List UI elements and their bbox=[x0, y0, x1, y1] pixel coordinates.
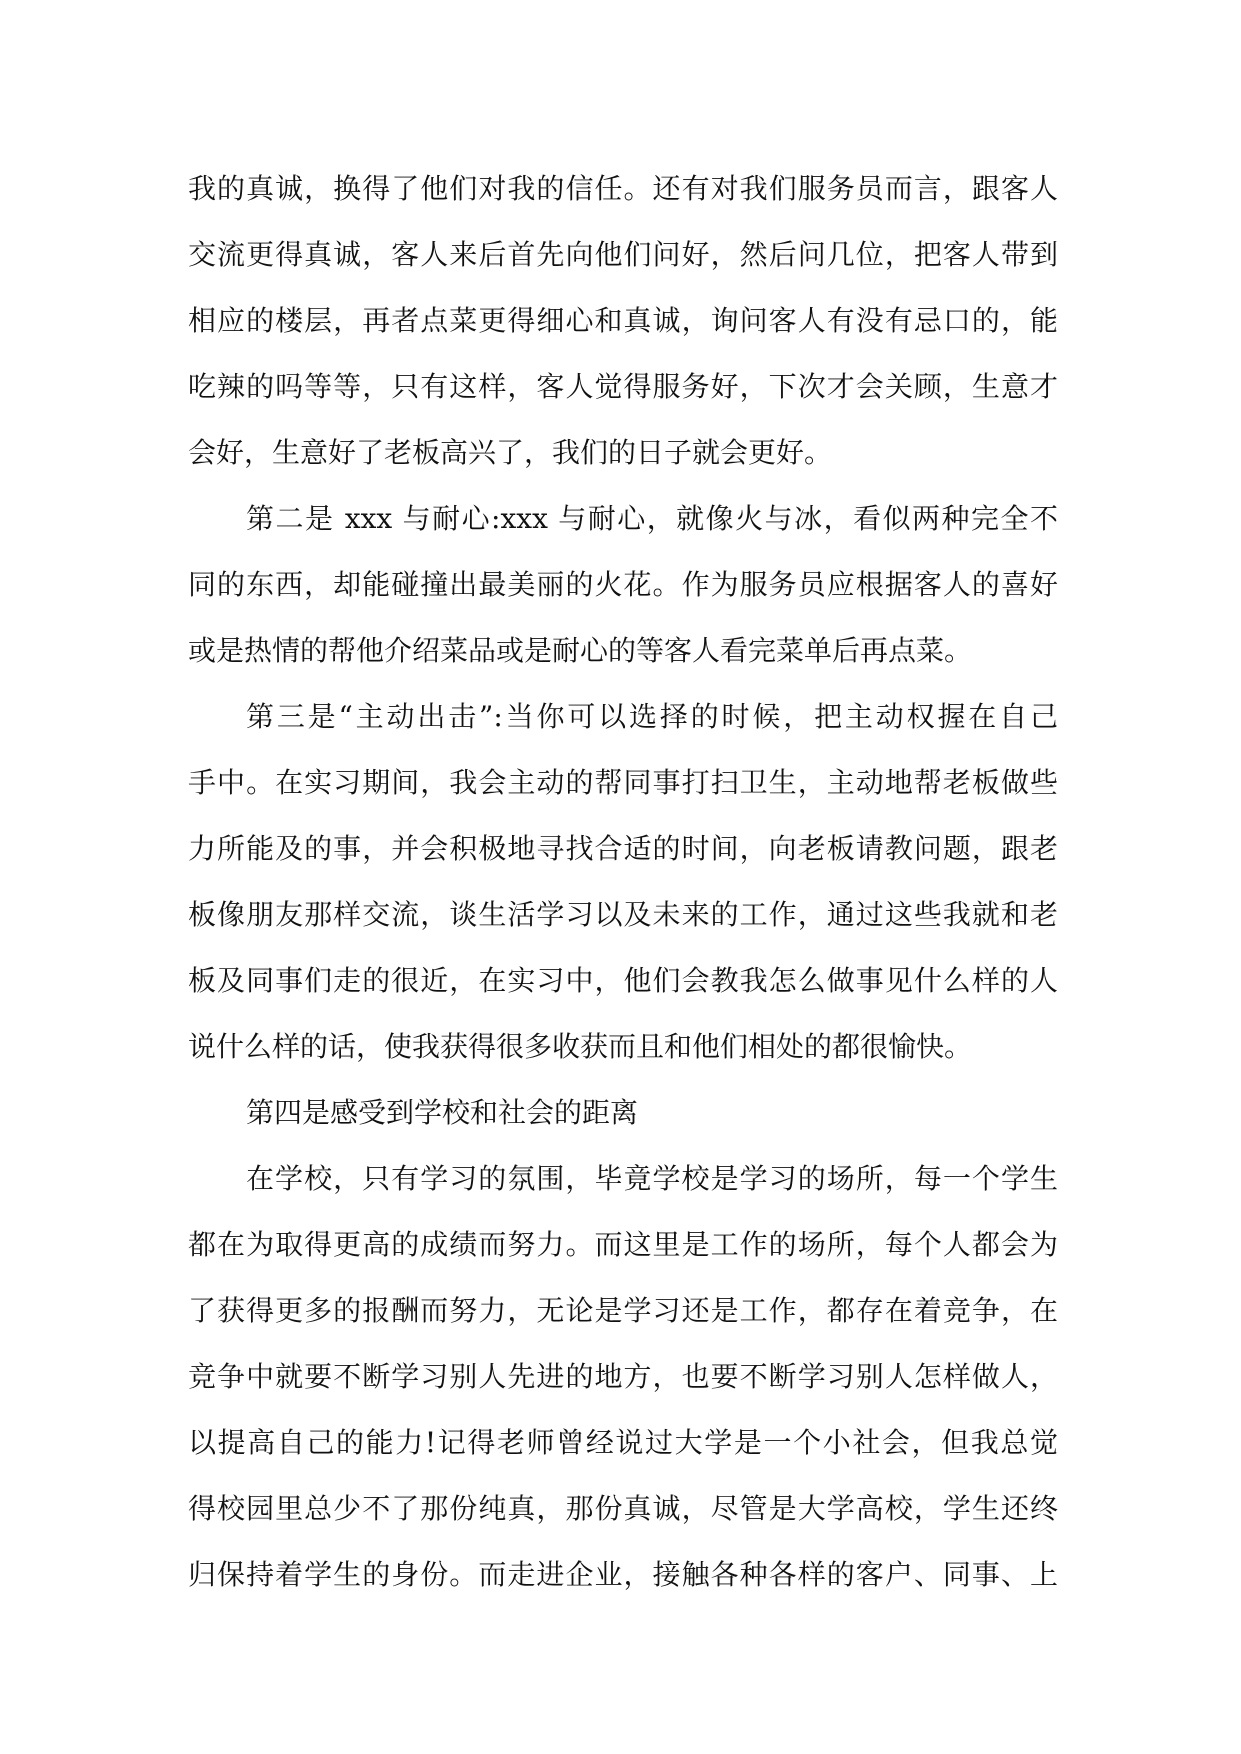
text-line: 第二是 xxx 与耐心:xxx 与耐心，就像火与冰，看似两种完全不 bbox=[246, 502, 1058, 535]
text-line: 了获得更多的报酬而努力，无论是学习还是工作，都存在着竞争，在 bbox=[188, 1294, 1058, 1327]
text-line: 说什么样的话，使我获得很多收获而且和他们相处的都很愉快。 bbox=[188, 1030, 973, 1063]
document-body bbox=[188, 156, 1058, 1608]
text-line: 相应的楼层，再者点菜更得细心和真诚，询问客人有没有忌口的，能 bbox=[188, 304, 1058, 337]
text-line: 得校园里总少不了那份纯真，那份真诚，尽管是大学高校，学生还终 bbox=[188, 1492, 1058, 1525]
text-line: 都在为取得更高的成绩而努力。而这里是工作的场所，每个人都会为 bbox=[188, 1228, 1058, 1261]
text-line: 在学校，只有学习的氛围，毕竟学校是学习的场所，每一个学生 bbox=[246, 1162, 1058, 1195]
text-line: 力所能及的事，并会积极地寻找合适的时间，向老板请教问题，跟老 bbox=[188, 832, 1058, 865]
text-line: 交流更得真诚，客人来后首先向他们问好，然后问几位，把客人带到 bbox=[188, 238, 1058, 271]
text-line: 手中。在实习期间，我会主动的帮同事打扫卫生，主动地帮老板做些 bbox=[188, 766, 1058, 799]
text-line: 竞争中就要不断学习别人先进的地方，也要不断学习别人怎样做人， bbox=[188, 1360, 1058, 1393]
text-line: 会好，生意好了老板高兴了，我们的日子就会更好。 bbox=[188, 436, 833, 469]
text-line: 板像朋友那样交流，谈生活学习以及未来的工作，通过这些我就和老 bbox=[188, 898, 1058, 931]
text-line: 或是热情的帮他介绍菜品或是耐心的等客人看完菜单后再点菜。 bbox=[188, 634, 973, 667]
text-line: 吃辣的吗等等，只有这样，客人觉得服务好，下次才会关顾，生意才 bbox=[188, 370, 1058, 403]
text-line: 第三是“主动出击”:当你可以选择的时候，把主动权握在自己 bbox=[246, 700, 1058, 733]
text-line: 我的真诚，换得了他们对我的信任。还有对我们服务员而言，跟客人 bbox=[188, 172, 1058, 205]
text-line: 以提高自己的能力!记得老师曾经说过大学是一个小社会，但我总觉 bbox=[188, 1426, 1058, 1459]
text-line: 第四是感受到学校和社会的距离 bbox=[246, 1096, 639, 1129]
text-line: 同的东西，却能碰撞出最美丽的火花。作为服务员应根据客人的喜好 bbox=[188, 568, 1058, 601]
text-line: 归保持着学生的身份。而走进企业，接触各种各样的客户、同事、上 bbox=[188, 1558, 1058, 1591]
text-line: 板及同事们走的很近，在实习中，他们会教我怎么做事见什么样的人 bbox=[188, 964, 1058, 997]
